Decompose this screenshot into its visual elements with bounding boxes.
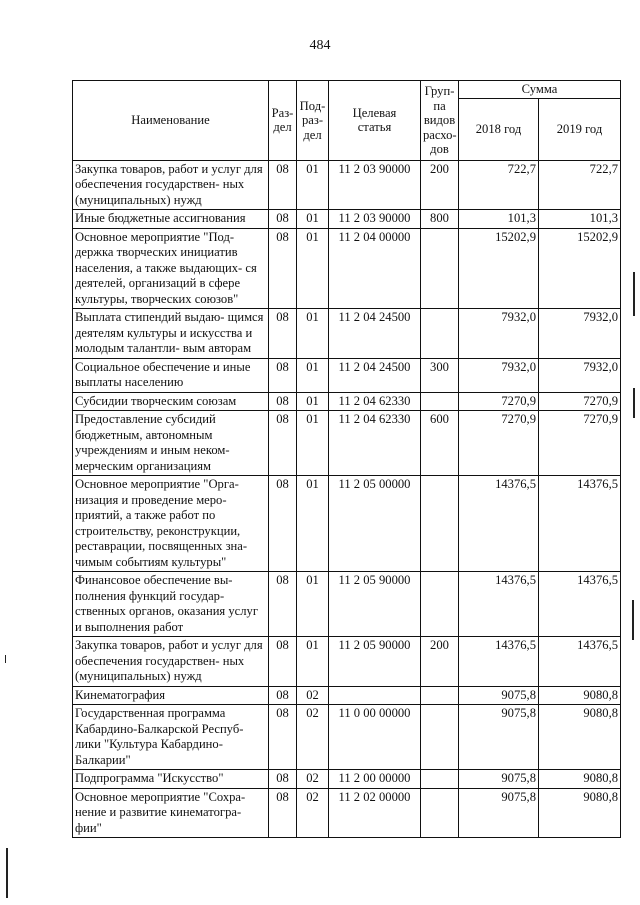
table-header: [73, 81, 621, 161]
row-name-cell: Государственная программа Кабардино-Балкарской Респуб- лики "Культура Кабардино- Балкарии": [73, 705, 269, 770]
scan-edge-mark: [633, 272, 635, 316]
row-article-cell: 11 2 00 00000: [329, 770, 421, 789]
row-subsection-cell: 02: [297, 788, 329, 838]
row-article-cell: 11 2 05 90000: [329, 572, 421, 637]
row-section-cell: 08: [269, 160, 297, 210]
row-section-cell: 08: [269, 392, 297, 411]
row-sum-2019-cell: 7270,9: [539, 392, 621, 411]
row-subsection-cell: 01: [297, 228, 329, 309]
row-sum-2018-cell: 101,3: [459, 210, 539, 229]
row-group-cell: [421, 572, 459, 637]
row-sum-2018-cell: 15202,9: [459, 228, 539, 309]
row-sum-2019-cell: 15202,9: [539, 228, 621, 309]
row-group-cell: 800: [421, 210, 459, 229]
row-section-cell: 08: [269, 637, 297, 687]
row-sum-2019-cell: 7270,9: [539, 411, 621, 476]
table-row: [73, 210, 621, 229]
header-expense-group: Груп- па видов расхо- дов: [421, 81, 459, 161]
row-subsection-cell: 01: [297, 476, 329, 572]
row-sum-2019-cell: 9080,8: [539, 686, 621, 705]
row-name-cell: Субсидии творческим союзам: [73, 392, 269, 411]
row-group-cell: [421, 770, 459, 789]
row-article-cell: 11 2 04 24500: [329, 309, 421, 359]
row-sum-2019-cell: 101,3: [539, 210, 621, 229]
row-subsection-cell: 01: [297, 411, 329, 476]
page-number: 484: [309, 38, 331, 53]
row-article-cell: 11 2 05 90000: [329, 637, 421, 687]
row-sum-2019-cell: 9080,8: [539, 705, 621, 770]
row-article-cell: 11 0 00 00000: [329, 705, 421, 770]
header-section: Раз- дел: [269, 81, 297, 161]
header-year-2018: 2018 год: [459, 98, 539, 160]
row-article-cell: 11 2 05 00000: [329, 476, 421, 572]
row-article-cell: 11 2 03 90000: [329, 160, 421, 210]
scan-edge-mark: [6, 848, 8, 898]
row-section-cell: 08: [269, 228, 297, 309]
row-article-cell: 11 2 04 62330: [329, 392, 421, 411]
row-subsection-cell: 02: [297, 770, 329, 789]
row-name-cell: Основное мероприятие "Сохра- нение и развитие кинематогра- фии": [73, 788, 269, 838]
row-section-cell: 08: [269, 705, 297, 770]
row-name-cell: Финансовое обеспечение вы- полнения функций государ- ственных органов, оказания услуг и выполнения работ: [73, 572, 269, 637]
row-subsection-cell: 01: [297, 637, 329, 687]
table-row: [73, 572, 621, 637]
row-article-cell: 11 2 02 00000: [329, 788, 421, 838]
scan-edge-mark: [5, 655, 6, 663]
row-name-cell: Основное мероприятие "Орга- низация и проведение меро- приятий, а также работ по строительству, реконструкции, реставрации, посвященных зна- чимым событиям культуры": [73, 476, 269, 572]
row-article-cell: 11 2 03 90000: [329, 210, 421, 229]
row-subsection-cell: 01: [297, 358, 329, 392]
row-group-cell: [421, 788, 459, 838]
table-row: [73, 411, 621, 476]
row-group-cell: [421, 228, 459, 309]
budget-table: [72, 80, 621, 838]
row-section-cell: 08: [269, 309, 297, 359]
row-name-cell: Кинематография: [73, 686, 269, 705]
row-name-cell: Основное мероприятие "Под- держка творческих инициатив населения, а также выдающих- ся деятелей, организаций в сфере культуры, творческих союзов": [73, 228, 269, 309]
row-sum-2018-cell: 9075,8: [459, 770, 539, 789]
row-section-cell: 08: [269, 788, 297, 838]
table-row: [73, 686, 621, 705]
row-subsection-cell: 01: [297, 572, 329, 637]
row-name-cell: Подпрограмма "Искусство": [73, 770, 269, 789]
row-group-cell: [421, 686, 459, 705]
row-section-cell: 08: [269, 770, 297, 789]
row-sum-2019-cell: 9080,8: [539, 788, 621, 838]
row-sum-2018-cell: 7270,9: [459, 392, 539, 411]
row-group-cell: [421, 476, 459, 572]
row-name-cell: Предоставление субсидий бюджетным, автономным учреждениям и иным неком- мерческим организациям: [73, 411, 269, 476]
row-section-cell: 08: [269, 210, 297, 229]
table-row: [73, 228, 621, 309]
table-row: [73, 705, 621, 770]
row-sum-2019-cell: 7932,0: [539, 309, 621, 359]
row-section-cell: 08: [269, 411, 297, 476]
row-subsection-cell: 01: [297, 210, 329, 229]
row-article-cell: 11 2 04 62330: [329, 411, 421, 476]
table-row: [73, 637, 621, 687]
row-sum-2018-cell: 7932,0: [459, 358, 539, 392]
table-row: [73, 770, 621, 789]
row-name-cell: Закупка товаров, работ и услуг для обеспечения государствен- ных (муниципальных) нужд: [73, 637, 269, 687]
table-row: [73, 476, 621, 572]
row-sum-2019-cell: 9080,8: [539, 770, 621, 789]
row-sum-2018-cell: 14376,5: [459, 476, 539, 572]
header-sum: Сумма: [459, 81, 621, 99]
row-name-cell: Социальное обеспечение и иные выплаты населению: [73, 358, 269, 392]
row-name-cell: Выплата стипендий выдаю- щимся деятелям культуры и искусства и молодым талантли- вым авторам: [73, 309, 269, 359]
row-section-cell: 08: [269, 476, 297, 572]
header-target-article: Целевая статья: [329, 81, 421, 161]
table-row: [73, 788, 621, 838]
row-sum-2019-cell: 14376,5: [539, 637, 621, 687]
row-article-cell: 11 2 04 00000: [329, 228, 421, 309]
row-section-cell: 08: [269, 686, 297, 705]
row-sum-2018-cell: 7270,9: [459, 411, 539, 476]
row-name-cell: Закупка товаров, работ и услуг для обеспечения государствен- ных (муниципальных) нужд: [73, 160, 269, 210]
row-sum-2018-cell: 14376,5: [459, 637, 539, 687]
row-section-cell: 08: [269, 572, 297, 637]
scan-edge-mark: [632, 600, 634, 640]
row-article-cell: 11 2 04 24500: [329, 358, 421, 392]
row-group-cell: [421, 705, 459, 770]
row-group-cell: 600: [421, 411, 459, 476]
row-article-cell: [329, 686, 421, 705]
row-subsection-cell: 01: [297, 309, 329, 359]
table-row: [73, 309, 621, 359]
table-body: [73, 160, 621, 838]
row-subsection-cell: 02: [297, 705, 329, 770]
scan-edge-mark: [633, 388, 635, 418]
row-group-cell: 300: [421, 358, 459, 392]
row-sum-2019-cell: 14376,5: [539, 476, 621, 572]
row-subsection-cell: 01: [297, 392, 329, 411]
row-sum-2018-cell: 14376,5: [459, 572, 539, 637]
table-row: [73, 392, 621, 411]
table-row: [73, 160, 621, 210]
row-sum-2018-cell: 9075,8: [459, 788, 539, 838]
row-subsection-cell: 01: [297, 160, 329, 210]
header-name: Наименование: [73, 81, 269, 161]
row-sum-2018-cell: 7932,0: [459, 309, 539, 359]
row-subsection-cell: 02: [297, 686, 329, 705]
row-group-cell: [421, 392, 459, 411]
row-section-cell: 08: [269, 358, 297, 392]
row-sum-2018-cell: 722,7: [459, 160, 539, 210]
row-sum-2019-cell: 14376,5: [539, 572, 621, 637]
row-sum-2018-cell: 9075,8: [459, 686, 539, 705]
row-group-cell: [421, 309, 459, 359]
header-subsection: Под- раз- дел: [297, 81, 329, 161]
row-group-cell: 200: [421, 160, 459, 210]
table-row: [73, 358, 621, 392]
row-group-cell: 200: [421, 637, 459, 687]
row-sum-2019-cell: 722,7: [539, 160, 621, 210]
row-sum-2019-cell: 7932,0: [539, 358, 621, 392]
header-year-2019: 2019 год: [539, 98, 621, 160]
row-sum-2018-cell: 9075,8: [459, 705, 539, 770]
row-name-cell: Иные бюджетные ассигнования: [73, 210, 269, 229]
